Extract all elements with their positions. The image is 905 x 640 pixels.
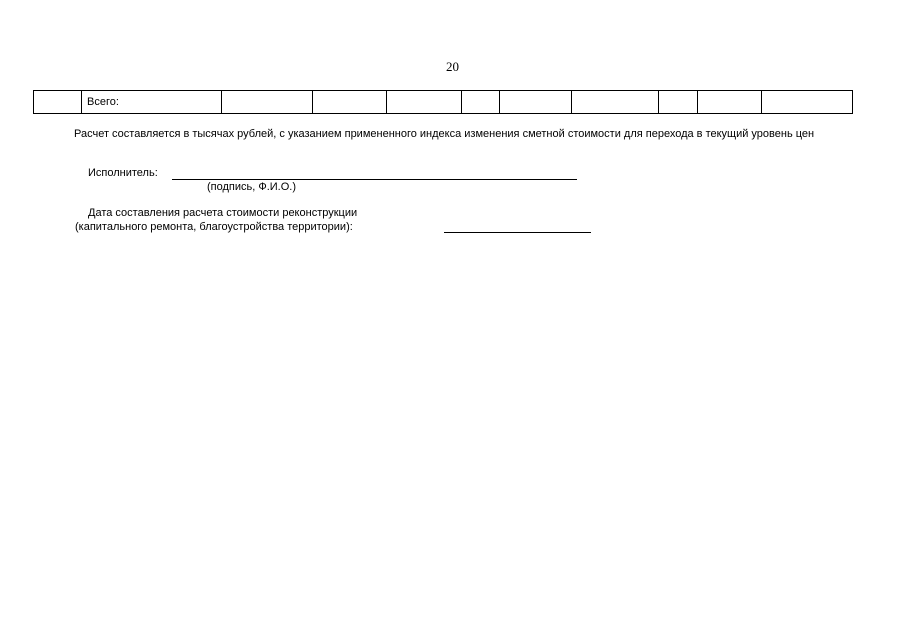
executor-signature-line — [172, 179, 577, 180]
date-label-line2: (капитального ремонта, благоустройства территории): — [75, 221, 353, 233]
table-cell — [500, 91, 572, 114]
date-label-line1: Дата составления расчета стоимости реконструкции — [88, 207, 358, 219]
executor-label: Исполнитель: — [88, 167, 158, 179]
table-cell — [762, 91, 853, 114]
totals-label: Всего: — [82, 91, 222, 114]
signature-hint: (подпись, Ф.И.О.) — [207, 181, 297, 193]
note-paragraph: Расчет составляется в тысячах рублей, с указанием примененного индекса изменения сметной стоимости для перехода в текущий уровень цен — [74, 128, 815, 140]
table-cell — [222, 91, 313, 114]
totals-table — [33, 90, 853, 114]
table-cell — [659, 91, 698, 114]
totals-row — [34, 91, 853, 114]
table-cell — [462, 91, 500, 114]
table-cell — [572, 91, 659, 114]
table-cell — [34, 91, 82, 114]
page-number: 20 — [446, 59, 459, 74]
table-cell — [698, 91, 762, 114]
date-blank-line — [444, 232, 591, 233]
table-cell — [313, 91, 387, 114]
table-cell — [387, 91, 462, 114]
